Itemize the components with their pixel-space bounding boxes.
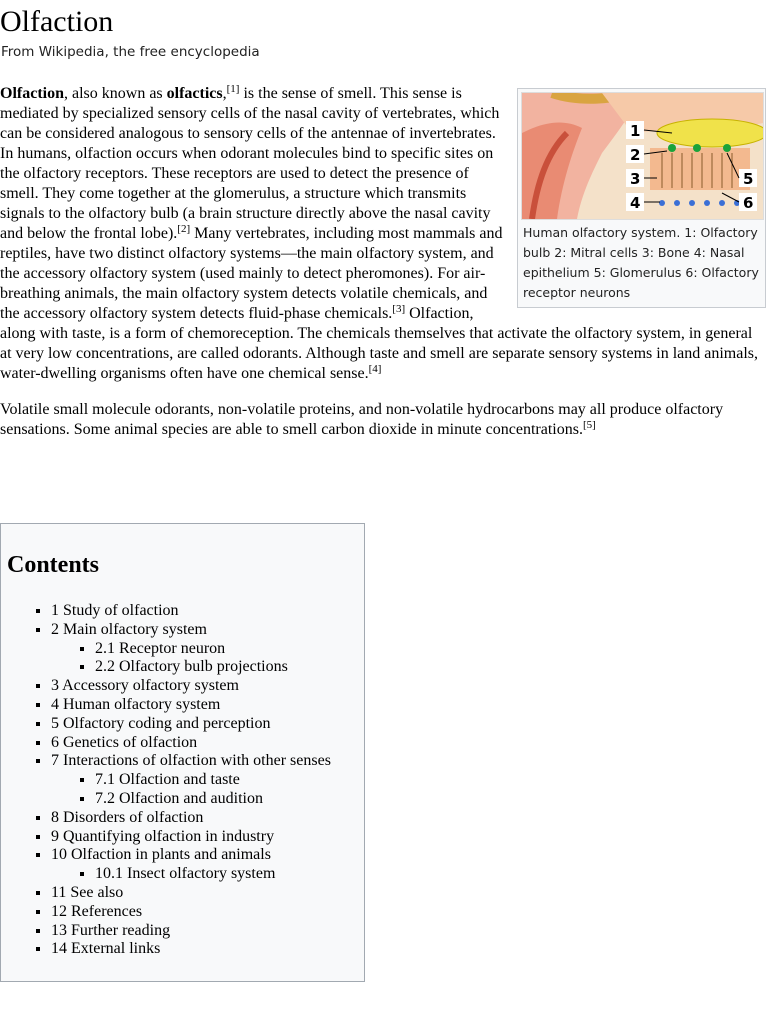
citation-link[interactable]: [1]	[226, 83, 240, 95]
paragraph-text: Olfaction, along with taste, is a form of chemoreception. The chemicals themselves that activate the olfactory system, in general at very low concentrations, are called odorants. Although taste and smell are separate sensory systems in land animals, water-dwelling organisms often have one chemical sense.	[0, 305, 758, 382]
figure-thumbnail[interactable]	[517, 88, 766, 308]
toc-subitem[interactable]: ▪ 7.2 Olfaction and audition	[95, 790, 331, 809]
page-title: Olfaction	[0, 5, 114, 38]
paragraph-text: Many vertebrates, including most mammals and reptiles, have two distinct olfactory systems—the main olfactory system, and the accessory olfactory system (used mainly to detect pheromones). For air-breathing animals, the main olfactory system detects volatile chemicals, and the accessory olfactory system detects fluid-phase chemicals.	[0, 225, 503, 322]
intro-paragraph	[0, 400, 766, 440]
toc-item-label[interactable]: 10 Olfaction in plants and animals	[51, 846, 271, 864]
olfactory-system-diagram[interactable]	[521, 92, 764, 220]
toc-item[interactable]	[51, 846, 331, 884]
toc-item[interactable]: ▪ 6 Genetics of olfaction	[51, 734, 331, 753]
toc-item[interactable]: ▪ 11 See also	[51, 884, 331, 903]
paragraph-text: ,	[222, 85, 227, 102]
citation-link[interactable]: [3]	[392, 303, 406, 315]
toc-subitem[interactable]: ▪ 7.1 Olfaction and taste	[95, 771, 331, 790]
toc-item[interactable]: ▪ 12 References	[51, 903, 331, 922]
toc-item[interactable]: ▪ 8 Disorders of olfaction	[51, 809, 331, 828]
toc-item-label[interactable]: 2 Main olfactory system	[51, 620, 207, 638]
bold-term: olfactics	[166, 85, 223, 102]
toc-sublist	[51, 640, 331, 678]
figure-number: 6	[743, 194, 754, 212]
toc-item[interactable]	[51, 621, 331, 677]
toc-item[interactable]: ▪ 13 Further reading	[51, 922, 331, 941]
toc-subitem[interactable]: ▪ 2.1 Receptor neuron	[95, 640, 331, 659]
figure-number: 3	[630, 170, 641, 188]
figure-caption: Human olfactory system. 1: Olfactory bulb 2: Mitral cells 3: Bone 4: Nasal epithelium 5: Glomerulus 6: Olfactory receptor neurons	[523, 225, 759, 300]
paragraph-text: , also known as	[64, 85, 167, 102]
toc-item[interactable]: ▪ 5 Olfactory coding and perception	[51, 715, 331, 734]
citation-link[interactable]: [4]	[368, 363, 382, 375]
toc-title: Contents	[7, 552, 100, 578]
figure-number: 5	[743, 170, 754, 188]
paragraph-text: Volatile small molecule odorants, non-volatile proteins, and non-volatile hydrocarbons may all produce olfactory sensations. Some animal species are able to smell carbon dioxide in minute concentrations.	[0, 401, 724, 438]
toc-item-label[interactable]: 7 Interactions of olfaction with other senses	[51, 752, 331, 770]
paragraph-text: is the sense of smell. This sense is mediated by specialized sensory cells of the nasal cavity of vertebrates, which can be considered analogous to sensory cells of the antennae of invertebrates. In humans, olfaction occurs when odorant molecules bind to specific sites on the olfactory receptors. These receptors are used to detect the presence of smell. They come together at the glomerulus, a structure which transmits signals to the olfactory bulb (a brain structure directly above the nasal cavity and below the frontal lobe).	[0, 85, 500, 242]
toc-item[interactable]	[51, 752, 331, 808]
toc-item[interactable]: ▪ 1 Study of olfaction	[51, 602, 331, 621]
article-intro	[0, 84, 766, 440]
table-of-contents	[0, 523, 365, 982]
figure-number: 2	[630, 146, 641, 164]
toc-item[interactable]: ▪ 14 External links	[51, 940, 331, 959]
toc-list	[1, 602, 331, 959]
toc-sublist	[51, 771, 331, 809]
figure-number: 4	[630, 194, 641, 212]
toc-item[interactable]: ▪ 4 Human olfactory system	[51, 696, 331, 715]
figure-number: 1	[630, 122, 641, 140]
citation-link[interactable]: [5]	[582, 419, 596, 431]
toc-sublist	[51, 865, 331, 884]
toc-subitem[interactable]: ▪ 10.1 Insect olfactory system	[95, 865, 331, 884]
toc-item[interactable]: ▪ 9 Quantifying olfaction in industry	[51, 828, 331, 847]
toc-subitem[interactable]: ▪ 2.2 Olfactory bulb projections	[95, 658, 331, 677]
bold-term: Olfaction	[0, 85, 64, 102]
toc-item[interactable]: ▪ 3 Accessory olfactory system	[51, 677, 331, 696]
page-subtitle: From Wikipedia, the free encyclopedia	[1, 44, 260, 60]
citation-link[interactable]: [2]	[177, 223, 191, 235]
